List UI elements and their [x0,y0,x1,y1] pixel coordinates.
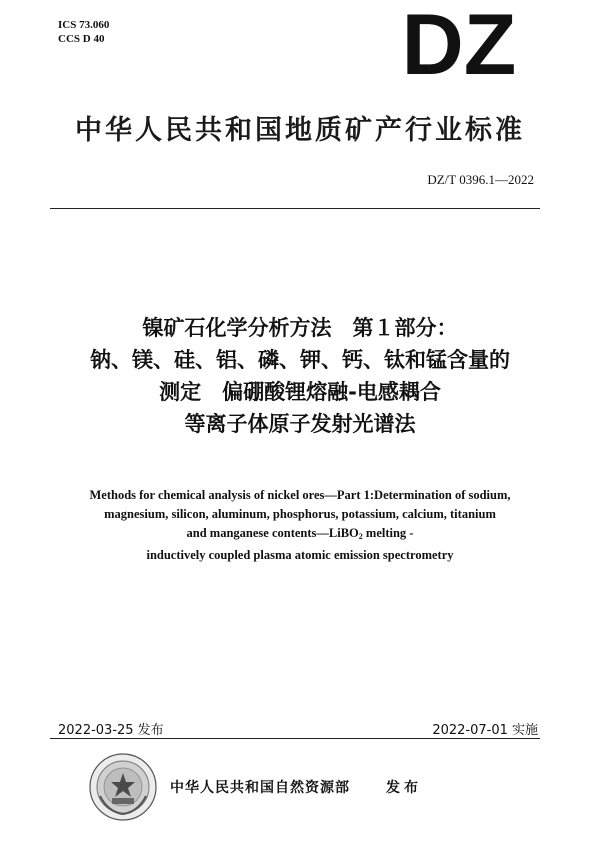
english-title-line-4: inductively coupled plasma atomic emission spectrometry [146,548,454,562]
dz-logo [384,8,534,80]
ics-code: ICS 73.060 [58,19,110,31]
chinese-title-line-3: 测定 偏硼酸锂熔融-电感耦合 [159,380,441,404]
english-title-line-3-start: and manganese contents—LiBO [186,526,359,540]
publish-label: 发布 [386,780,422,796]
classification-codes [58,18,109,46]
chinese-title-line-2: 钠、镁、硅、铝、磷、钾、钙、钛和锰含量的 [90,348,510,372]
header-divider [50,208,540,209]
issue-date: 2022-03-25 发布 [58,723,164,738]
standard-number: DZ/T 0396.1—2022 [427,172,534,187]
english-title [0,486,600,565]
publisher: 中华人民共和国自然资源部 [170,780,350,796]
national-emblem-icon [88,752,158,822]
subscript-2: 2 [358,532,363,541]
chinese-title [0,312,600,440]
chinese-title-line-1: 镍矿石化学分析方法 第１部分： [142,316,458,340]
english-title-line-2: magnesium, silicon, aluminum, phosphorus, potassium, calcium, titanium [104,507,496,521]
chinese-title-line-4: 等离子体原子发射光谱法 [184,412,416,436]
english-title-line-1: Methods for chemical analysis of nickel ores—Part 1:Determination of sodium, [89,488,511,502]
english-title-line-3 [0,524,600,546]
ccs-code: CCS D 40 [58,33,105,45]
english-title-line-3-end: melting - [362,526,414,540]
org-title: 中华人民共和国地质矿产行业标准 [75,115,525,146]
implementation-date: 2022-07-01 实施 [432,723,538,738]
footer-divider [50,738,540,739]
dz-logo-text: DZ [401,8,517,80]
